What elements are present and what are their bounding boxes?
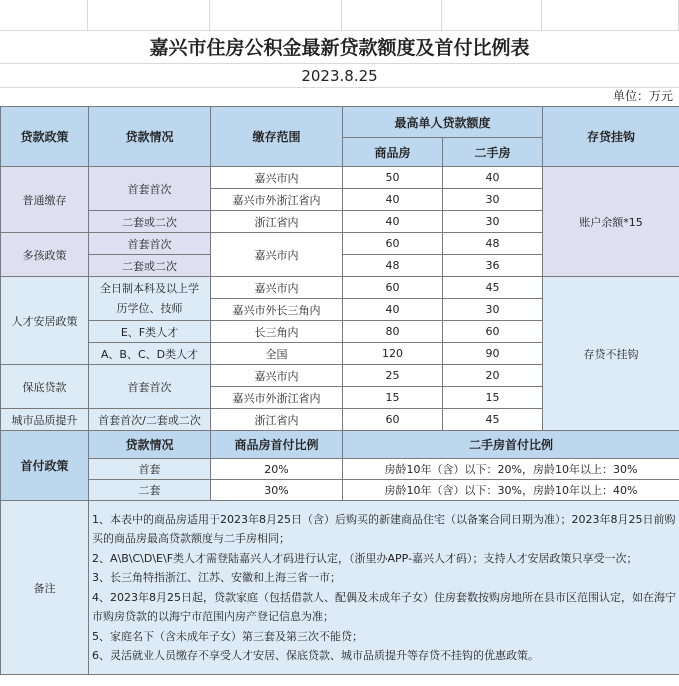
dp-second-new: 30% [211, 480, 343, 501]
scope-cell: 全国 [211, 343, 343, 365]
deposit-link-a: 账户余额*15 [543, 167, 679, 277]
second-hand-amount: 45 [443, 277, 543, 299]
scope-cell: 浙江省内 [211, 409, 343, 431]
scope-cell: 嘉兴市外长三角内 [211, 299, 343, 321]
scope-cell: 长三角内 [211, 321, 343, 343]
scope-multi: 嘉兴市内 [211, 233, 343, 277]
scope-cell: 嘉兴市外浙江省内 [211, 189, 343, 211]
header-second-hand: 二手房 [443, 138, 543, 167]
policy-multi-child: 多孩政策 [1, 233, 89, 277]
deposit-link-b: 存贷不挂钩 [543, 277, 679, 431]
scope-cell: 嘉兴市内 [211, 167, 343, 189]
note-item: 3、长三角特指浙江、江苏、安徽和上海三省一市； [92, 571, 341, 584]
notes-label: 备注 [1, 501, 89, 675]
situation-normal-first: 首套首次 [89, 167, 211, 211]
second-hand-amount: 30 [443, 211, 543, 233]
new-house-amount: 60 [343, 277, 443, 299]
note-item: 5、家庭名下（含未成年子女）第三套及第三次不能贷； [92, 629, 363, 643]
dp-header-second: 二手房首付比例 [343, 431, 679, 459]
policy-talent: 人才安居政策 [1, 277, 89, 365]
header-policy: 贷款政策 [1, 107, 89, 167]
new-house-amount: 15 [343, 387, 443, 409]
policy-normal: 普通缴存 [1, 167, 89, 233]
situation-talent-c: A、B、C、D类人才 [89, 343, 211, 365]
new-house-amount: 60 [343, 233, 443, 255]
scope-cell: 嘉兴市内 [211, 365, 343, 387]
second-hand-amount: 90 [443, 343, 543, 365]
policy-city-quality: 城市品质提升 [1, 409, 89, 431]
page-title: 嘉兴市住房公积金最新贷款额度及首付比例表 [0, 32, 679, 64]
situation-talent-b: E、F类人才 [89, 321, 211, 343]
second-hand-amount: 48 [443, 233, 543, 255]
second-hand-amount: 15 [443, 387, 543, 409]
note-item: 6、灵活就业人员缴存不享受人才安居、保底贷款、城市品质提升等存贷不挂钩的优惠政策。 [92, 649, 539, 662]
date-label: 2023.8.25 [0, 64, 679, 88]
loan-table [0, 106, 679, 675]
scope-cell: 嘉兴市内 [211, 277, 343, 299]
new-house-amount: 40 [343, 189, 443, 211]
dp-second-label: 二套 [89, 480, 211, 501]
note-item: 2、A\B\C\D\E\F类人才需登陆嘉兴人才码进行认定，（浙里办APP-嘉兴人才码）；支持人才安居政策只享受一次； [92, 551, 638, 565]
new-house-amount: 40 [343, 211, 443, 233]
new-house-amount: 50 [343, 167, 443, 189]
situation-normal-second: 二套或二次 [89, 211, 211, 233]
situation-guarantee: 首套首次 [89, 365, 211, 409]
dp-header-new: 商品房首付比例 [211, 431, 343, 459]
note-item: 1、本表中的商品房适用于2023年8月25日（含）后购买的新建商品住宅（以备案合同日期为准）；2023年8月25日前购买的商品房最高贷款额度与二手房相同； [92, 512, 676, 545]
new-house-amount: 25 [343, 365, 443, 387]
header-situation: 贷款情况 [89, 107, 211, 167]
new-house-amount: 48 [343, 255, 443, 277]
new-house-amount: 120 [343, 343, 443, 365]
new-house-amount: 40 [343, 299, 443, 321]
spreadsheet-grid [0, 0, 679, 31]
second-hand-amount: 30 [443, 299, 543, 321]
second-hand-amount: 20 [443, 365, 543, 387]
second-hand-amount: 36 [443, 255, 543, 277]
situation-multi-second: 二套或二次 [89, 255, 211, 277]
notes-body [89, 501, 679, 675]
second-hand-amount: 30 [443, 189, 543, 211]
header-max-amount: 最高单人贷款额度 [343, 107, 543, 138]
situation-talent-a: 全日制本科及以上学历学位、技师 [89, 277, 211, 321]
unit-label: 单位：万元 [612, 89, 673, 103]
second-hand-amount: 60 [443, 321, 543, 343]
second-hand-amount: 40 [443, 167, 543, 189]
header-deposit-link: 存贷挂钩 [543, 107, 679, 167]
note-item: 4、2023年8月25日起，贷款家庭（包括借款人、配偶及未成年子女）住房套数按购房地所在县市区范围认定，如在海宁市购房贷款的以海宁市范围内房产登记信息为准； [92, 590, 676, 623]
down-payment-label: 首付政策 [1, 431, 89, 501]
dp-first-second: 房龄10年（含）以下：20%，房龄10年以上：30% [343, 459, 679, 480]
situation-city-quality: 首套首次/二套或二次 [89, 409, 211, 431]
situation-multi-first: 首套首次 [89, 233, 211, 255]
dp-second-second: 房龄10年（含）以下：30%，房龄10年以上：40% [343, 480, 679, 501]
second-hand-amount: 45 [443, 409, 543, 431]
dp-header-situation: 贷款情况 [89, 431, 211, 459]
new-house-amount: 80 [343, 321, 443, 343]
policy-guarantee: 保底贷款 [1, 365, 89, 409]
header-scope: 缴存范围 [211, 107, 343, 167]
scope-cell: 嘉兴市外浙江省内 [211, 387, 343, 409]
new-house-amount: 60 [343, 409, 443, 431]
dp-first-new: 20% [211, 459, 343, 480]
header-new-house: 商品房 [343, 138, 443, 167]
scope-cell: 浙江省内 [211, 211, 343, 233]
dp-first-label: 首套 [89, 459, 211, 480]
